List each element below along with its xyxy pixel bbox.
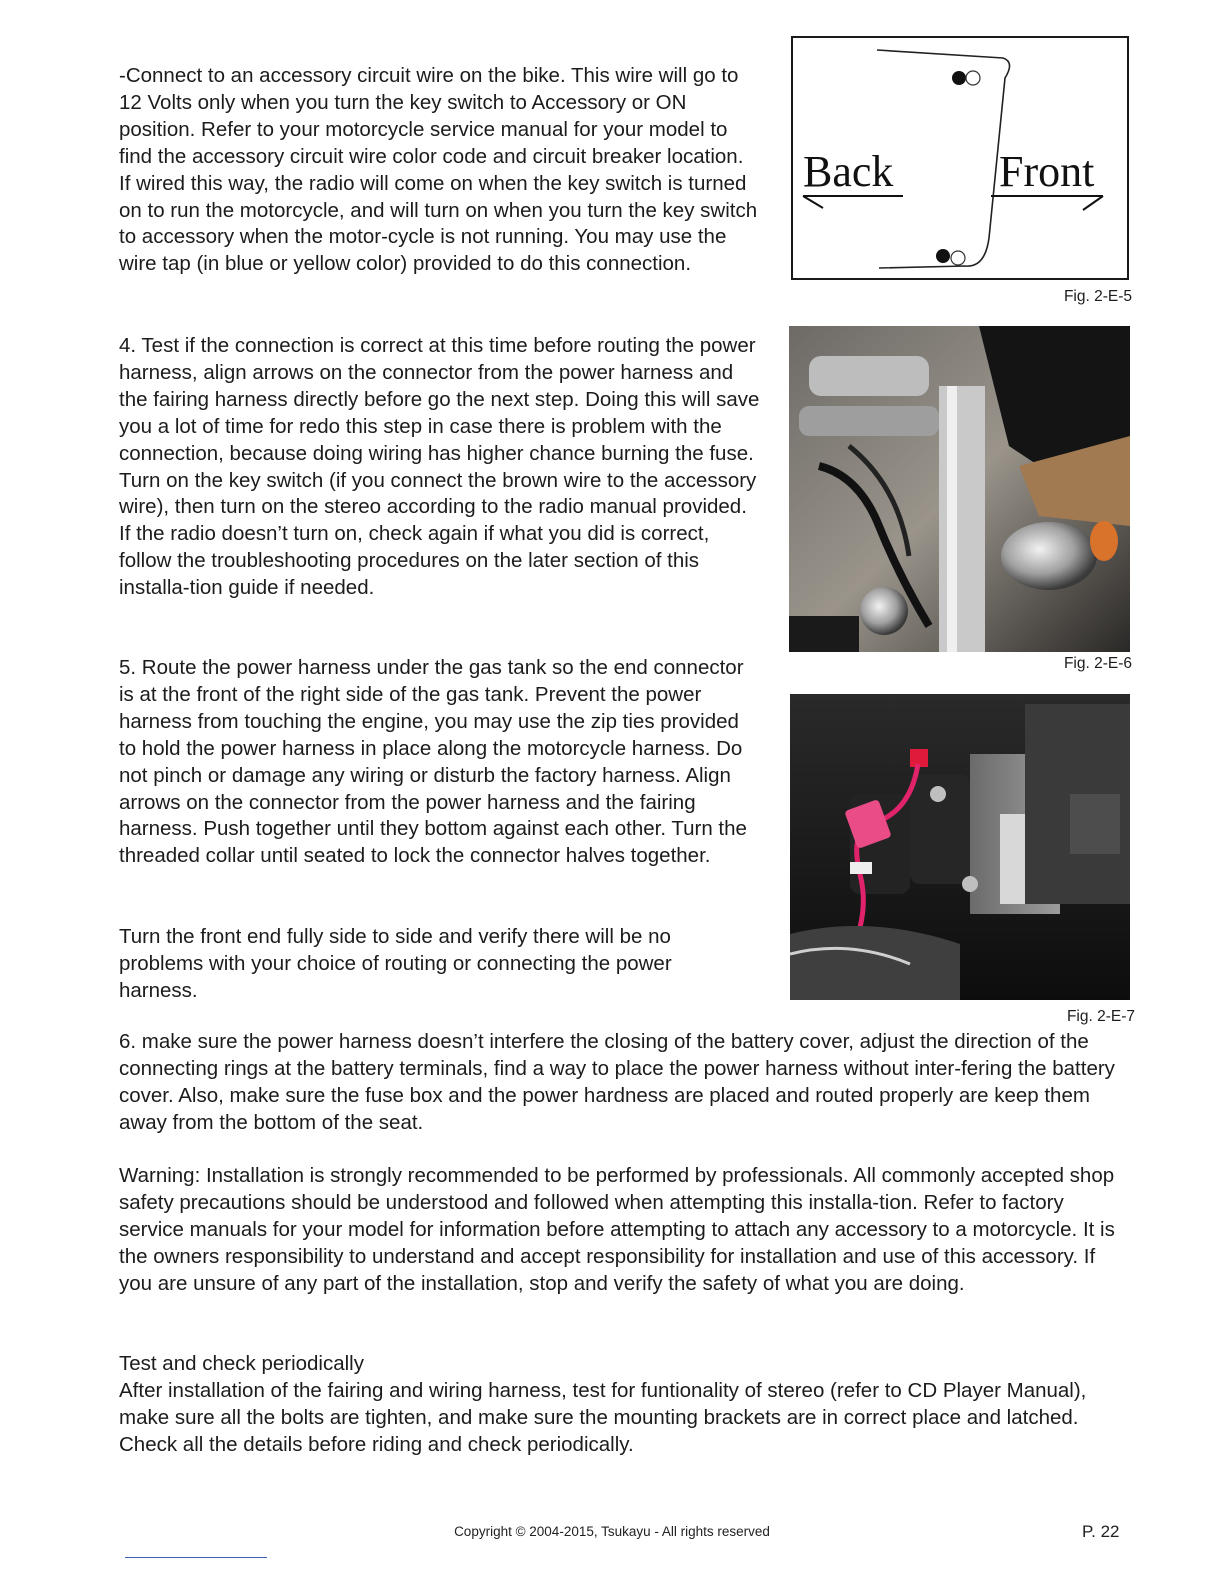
section-heading-test-check: Test and check periodically: [119, 1352, 364, 1375]
footer-copyright: Copyright © 2004-2015, Tsukayu - All rights reserved: [454, 1524, 770, 1539]
photo-handlebar-wiring: [789, 326, 1130, 652]
figure-caption-2-e-7: Fig. 2-E-7: [1066, 1008, 1135, 1025]
paragraph-warning: Warning: Installation is strongly recommended to be performed by professionals. All commonly accepted shop safety precautions should be understood and followed when attempting this installa-tion. Refer to factory service manuals for your model for information before attempting to attach any accessory to a motorcycle. It is the owners responsibility to understand and accept responsibility for installation and use of this accessory. If you are unsure of any part of the installation, stop and verify the safety of what you are doing.: [119, 1164, 1115, 1295]
figure-back-front-diagram: [791, 36, 1129, 280]
back-label: Back: [803, 147, 894, 196]
paragraph-step-6: 6. make sure the power harness doesn’t interfere the closing of the battery cover, adjust the direction of the connecting rings at the battery terminals, find a way to place the power harness without inter-fering the battery cover. Also, make sure the fuse box and the power hardness are placed and routed properly are keep them away from the bottom of the seat.: [119, 1030, 1115, 1134]
paragraph-turn-front-end: Turn the front end fully side to side and verify there will be no problems with your choice of routing or connecting the power harness.: [119, 925, 672, 1002]
photo-battery-fuse: [790, 694, 1130, 1000]
figure-caption-2-e-6: Fig. 2-E-6: [1063, 655, 1132, 672]
page-number: P. 22: [1082, 1522, 1120, 1541]
footnote-divider: [125, 1557, 267, 1558]
front-label: Front: [999, 147, 1095, 196]
paragraph-step-5: 5. Route the power harness under the gas tank so the end connector is at the front of the right side of the gas tank. Prevent the power harness from touching the engine, you may use the zip ties provided to hold the power harness in place along the motorcycle harness. Do not pinch or damage any wiring or disturb the factory harness. Align arrows on the connector from the power harness and the fairing harness. Push together until they bottom against each other. Turn the threaded collar until seated to lock the connector halves together.: [119, 656, 747, 868]
paragraph-accessory-wire: -Connect to an accessory circuit wire on the bike. This wire will go to 12 Volts only when you turn the key switch to Accessory or ON position. Refer to your motorcycle service manual for your model to find the accessory circuit wire color code and circuit breaker location. If wired this way, the radio will come on when the key switch is turned on to run the motorcycle, and will turn on when you turn the key switch to accessory when the motor-cycle is not running. You may use the wire tap (in blue or yellow color) provided to do this connection.: [119, 64, 758, 276]
figure-caption-2-e-5: Fig. 2-E-5: [1063, 288, 1132, 305]
paragraph-step-4: 4. Test if the connection is correct at this time before routing the power harness, align arrows on the connector from the power harness and the fairing harness directly before go the next step. Doing this will save you a lot of time for redo this step in case there is problem with the connection, because doing wiring has higher chance burning the fuse. Turn on the key switch (if you connect the brown wire to the accessory wire), then turn on the stereo according to the radio manual provided. If the radio doesn’t turn on, check again if what you did is correct, follow the troubleshooting procedures on the later section of this installa-tion guide if needed.: [119, 334, 760, 600]
paragraph-test-check: After installation of the fairing and wiring harness, test for funtionality of stereo (refer to CD Player Manual), make sure all the bolts are tighten, and make sure the mounting brackets are in correct place and latched. Check all the details before riding and check periodically.: [119, 1379, 1087, 1456]
